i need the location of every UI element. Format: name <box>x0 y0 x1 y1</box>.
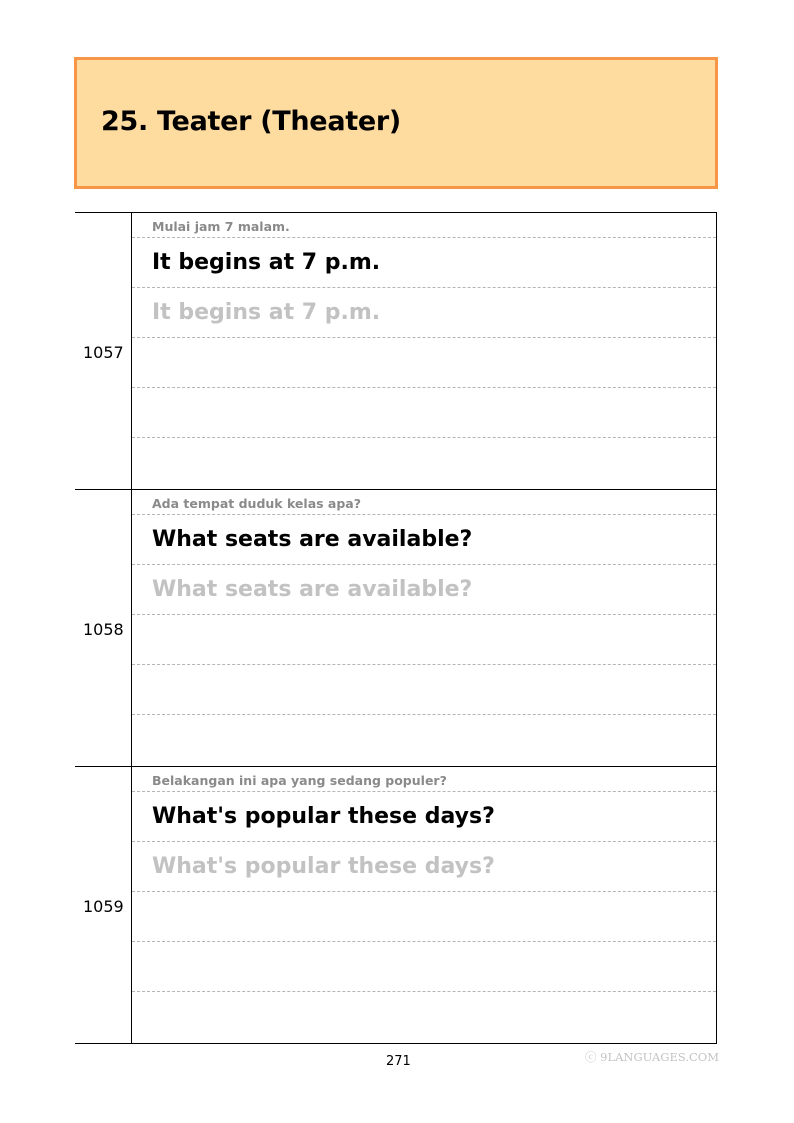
hint-text: Mulai jam 7 malam. <box>152 219 290 234</box>
entry-number: 1058 <box>83 620 124 639</box>
sentence-text: It begins at 7 p.m. <box>152 250 381 275</box>
entry-rows <box>132 490 716 766</box>
hint-row <box>132 213 716 238</box>
trace-text: What seats are available? <box>152 577 473 602</box>
entry-block-1059 <box>75 767 716 1044</box>
hint-text: Ada tempat duduk kelas apa? <box>152 496 361 511</box>
trace-text: It begins at 7 p.m. <box>152 300 381 325</box>
writing-line[interactable] <box>132 665 716 715</box>
entry-number-cell <box>75 213 132 489</box>
entry-number: 1057 <box>83 343 124 362</box>
writing-line[interactable] <box>132 715 716 766</box>
page-number: 271 <box>386 1054 411 1069</box>
copyright-notice: ⓒ 9LANGUAGES.COM <box>585 1050 720 1064</box>
writing-line[interactable] <box>132 438 716 489</box>
entry-rows <box>132 767 716 1043</box>
hint-text: Belakangan ini apa yang sedang populer? <box>152 773 447 788</box>
entry-number: 1059 <box>83 897 124 916</box>
trace-row <box>132 565 716 615</box>
sentence-row <box>132 792 716 842</box>
entry-block-1057 <box>75 213 716 490</box>
sentence-text: What's popular these days? <box>152 804 495 829</box>
hint-row <box>132 767 716 792</box>
trace-row <box>132 842 716 892</box>
entry-rows <box>132 213 716 489</box>
entry-number-cell <box>75 767 132 1043</box>
trace-text: What's popular these days? <box>152 854 495 879</box>
writing-line[interactable] <box>132 892 716 942</box>
practice-table <box>75 212 717 1044</box>
title-box <box>74 57 718 189</box>
sentence-row <box>132 238 716 288</box>
hint-row <box>132 490 716 515</box>
writing-line[interactable] <box>132 338 716 388</box>
writing-line[interactable] <box>132 992 716 1043</box>
page-title: 25. Teater (Theater) <box>101 106 401 137</box>
sentence-row <box>132 515 716 565</box>
entry-number-cell <box>75 490 132 766</box>
writing-line[interactable] <box>132 942 716 992</box>
writing-line[interactable] <box>132 388 716 438</box>
sentence-text: What seats are available? <box>152 527 473 552</box>
entry-block-1058 <box>75 490 716 767</box>
trace-row <box>132 288 716 338</box>
writing-line[interactable] <box>132 615 716 665</box>
